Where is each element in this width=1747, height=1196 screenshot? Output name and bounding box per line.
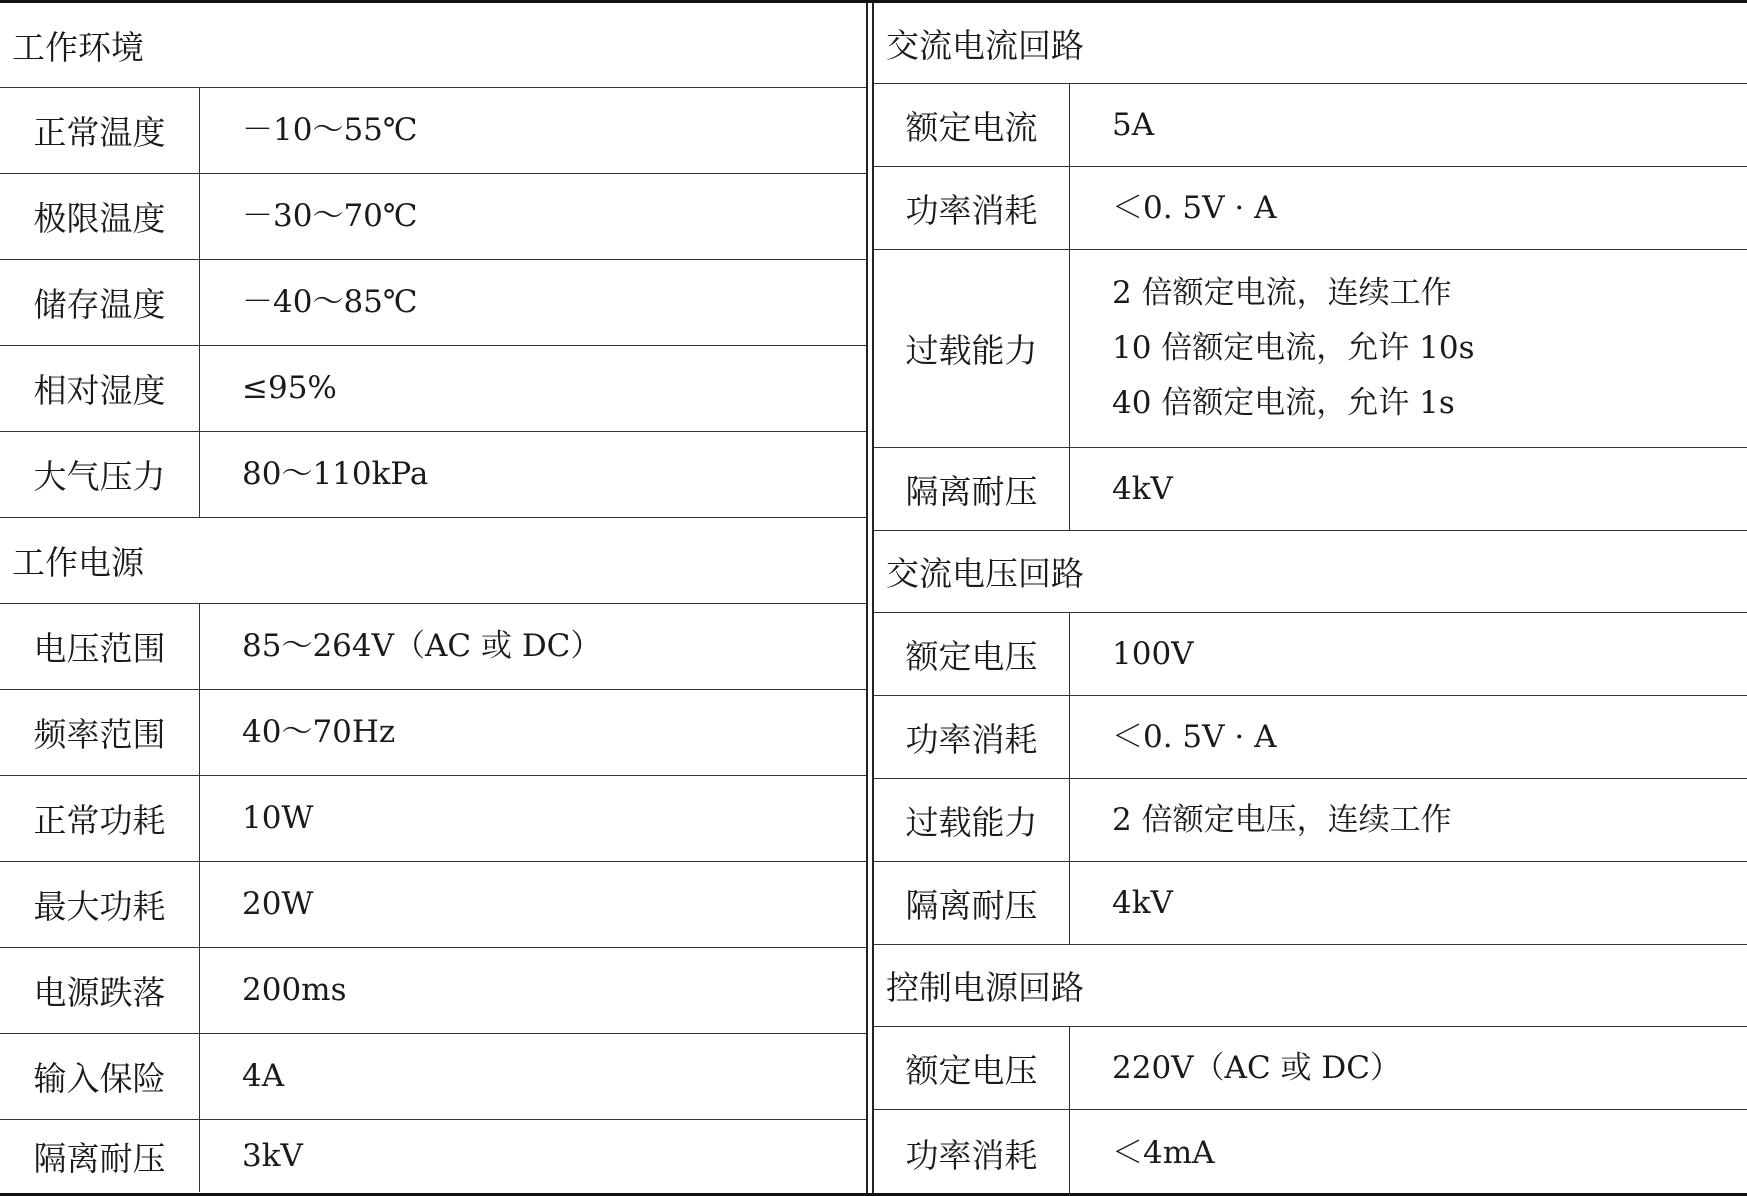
row-value: 2 倍额定电压，连续工作	[1112, 801, 1452, 838]
row-value: 4kV	[1112, 884, 1173, 921]
row-value: 20W	[242, 886, 314, 922]
row-value: 4kV	[1112, 470, 1173, 507]
row-value: 80～110kPa	[242, 456, 429, 492]
section-title-ac-voltage: 交流电压回路	[874, 531, 1747, 613]
row-label: 大气压力	[0, 432, 200, 517]
row-label: 额定电压	[874, 1027, 1070, 1109]
value-line: 10 倍额定电流，允许 10s	[1112, 330, 1475, 366]
row-label: 电压范围	[0, 604, 200, 689]
row-value: ＜4mA	[1112, 1134, 1215, 1171]
row-value: 100V	[1112, 635, 1194, 672]
row-label: 最大功耗	[0, 862, 200, 947]
row-value-multiline	[1070, 250, 1747, 447]
row-value: －10～55℃	[242, 112, 418, 148]
left-spec-panel	[0, 3, 866, 1192]
table-row	[0, 604, 866, 690]
row-label: 相对湿度	[0, 346, 200, 431]
row-value: 220V（AC 或 DC）	[1112, 1049, 1401, 1086]
row-label: 额定电压	[874, 613, 1070, 695]
row-label: 功率消耗	[874, 696, 1070, 778]
row-value: 40～70Hz	[242, 714, 396, 750]
row-value: 3kV	[242, 1137, 303, 1174]
row-label: 功率消耗	[874, 167, 1070, 249]
row-label: 频率范围	[0, 690, 200, 775]
panel-divider-left	[866, 3, 868, 1193]
table-row	[874, 862, 1747, 945]
section-title-environment: 工作环境	[0, 3, 866, 88]
row-label: 隔离耐压	[0, 1120, 200, 1192]
row-value: ≤95%	[242, 370, 337, 406]
table-row	[0, 174, 866, 260]
row-value: －40～85℃	[242, 284, 418, 320]
row-value: 10W	[242, 800, 314, 836]
table-row	[874, 250, 1747, 448]
section-title-ac-current: 交流电流回路	[874, 3, 1747, 84]
row-label: 正常功耗	[0, 776, 200, 861]
table-row	[874, 696, 1747, 779]
table-row	[0, 432, 866, 518]
row-label: 隔离耐压	[874, 862, 1070, 944]
row-value: ＜0. 5V · A	[1112, 718, 1277, 755]
table-row	[0, 346, 866, 432]
row-label: 功率消耗	[874, 1110, 1070, 1196]
row-label: 额定电流	[874, 84, 1070, 166]
table-row	[874, 1110, 1747, 1196]
value-line: 2 倍额定电流，连续工作	[1112, 275, 1452, 311]
row-label: 极限温度	[0, 174, 200, 259]
row-label: 输入保险	[0, 1034, 200, 1119]
table-row	[0, 88, 866, 174]
table-row	[0, 1120, 866, 1192]
row-label: 隔离耐压	[874, 448, 1070, 530]
table-row	[0, 690, 866, 776]
section-title-power: 工作电源	[0, 518, 866, 604]
row-label: 过载能力	[874, 250, 1070, 447]
row-value: 200ms	[242, 972, 347, 1008]
row-value: 85～264V（AC 或 DC）	[242, 628, 602, 664]
row-value: ＜0. 5V · A	[1112, 189, 1277, 226]
right-spec-panel	[874, 3, 1747, 1196]
table-row	[874, 613, 1747, 696]
row-label: 正常温度	[0, 88, 200, 173]
table-row	[0, 862, 866, 948]
row-value: 4A	[242, 1058, 285, 1094]
table-row	[0, 1034, 866, 1120]
row-value: 5A	[1112, 106, 1155, 143]
value-line: 40 倍额定电流，允许 1s	[1112, 385, 1455, 421]
row-label: 储存温度	[0, 260, 200, 345]
table-row	[874, 779, 1747, 862]
row-value: －30～70℃	[242, 198, 418, 234]
row-label: 电源跌落	[0, 948, 200, 1033]
table-row	[874, 448, 1747, 531]
table-row	[0, 260, 866, 346]
table-row	[0, 948, 866, 1034]
table-row	[0, 776, 866, 862]
row-label: 过载能力	[874, 779, 1070, 861]
table-row	[874, 1027, 1747, 1110]
section-title-control-power: 控制电源回路	[874, 945, 1747, 1027]
table-row	[874, 167, 1747, 250]
table-row	[874, 84, 1747, 167]
